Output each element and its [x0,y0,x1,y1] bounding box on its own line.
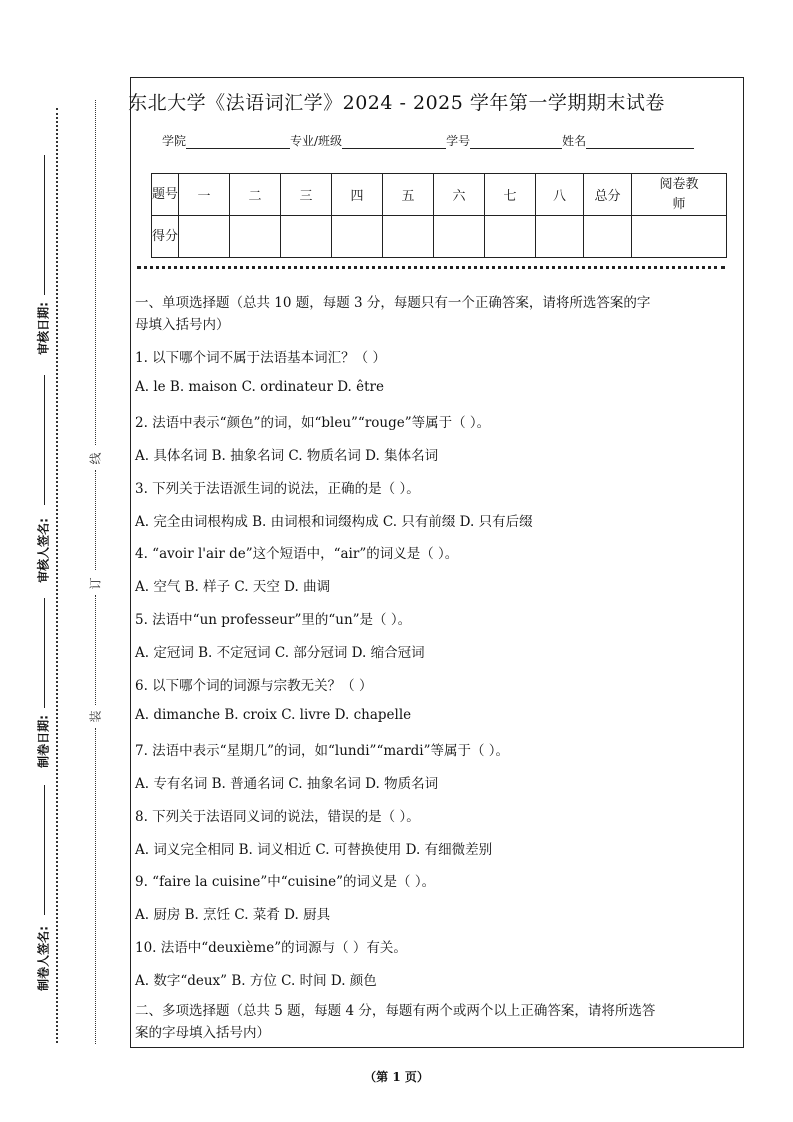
signature-line-maker [44,785,45,915]
options-8: A. 词义完全相同 B. 词义相近 C. 可替换使用 D. 有细微差别 [135,842,493,858]
section2-heading-line2: 案的字母填入括号内） [135,1025,270,1041]
section2-heading-line1: 二、多项选择题（总共 5 题，每题 4 分，每题有两个或两个以上正确答案，请将所选答 [135,1003,656,1019]
score-table-header-row [152,174,727,216]
name-blank[interactable] [586,134,694,149]
binding-dotted-seg-2 [95,470,96,570]
options-4: A. 空气 B. 样子 C. 天空 D. 曲调 [135,579,331,595]
col-3: 三 [281,174,332,216]
score-cell-5[interactable] [383,216,434,258]
reviewer-sign-label: 审核人签名: [36,518,51,583]
maker-date-label: 制卷日期: [36,715,51,768]
maker-sign-label: 制卷人签名: [36,926,51,991]
student-id-label: 学号 [446,134,471,148]
question-5: 5. 法语中“un professeur”里的“un”是（ ）。 [135,612,412,628]
score-cell-total[interactable] [584,216,632,258]
question-3: 3. 下列关于法语派生词的说法，正确的是（ ）。 [135,481,420,497]
score-cell-4[interactable] [332,216,383,258]
major-blank[interactable] [342,134,446,149]
question-number-label: 题号 [152,174,179,216]
signature-line-reviewer [44,375,45,505]
col-total: 总分 [584,174,632,216]
question-4: 4. “avoir l'air de”这个短语中，“air”的词义是（ ）。 [135,546,459,562]
question-6: 6. 以下哪个词的词源与宗教无关？（ ） [135,678,373,694]
score-cell-8[interactable] [536,216,584,258]
question-1: 1. 以下哪个词不属于法语基本词汇？（ ） [135,350,386,366]
question-8: 8. 下列关于法语同义词的说法，错误的是（ ）。 [135,809,420,825]
score-cell-7[interactable] [485,216,536,258]
question-9: 9. “faire la cuisine”中“cuisine”的词义是（ ）。 [135,874,436,890]
score-cell-2[interactable] [230,216,281,258]
options-6: A. dimanche B. croix C. livre D. chapelle [135,707,412,723]
score-cell-6[interactable] [434,216,485,258]
question-2: 2. 法语中表示“颜色”的词，如“bleu”“rouge”等属于（ ）。 [135,415,491,431]
student-info-row [162,132,694,149]
section1-heading [135,292,741,336]
binding-dotted-seg-3 [95,595,96,705]
col-2: 二 [230,174,281,216]
col-1: 一 [179,174,230,216]
score-cell-grader[interactable] [632,216,727,258]
score-cell-3[interactable] [281,216,332,258]
col-6: 六 [434,174,485,216]
score-cell-1[interactable] [179,216,230,258]
signature-line-review-date [44,155,45,295]
college-label: 学院 [162,134,187,148]
exam-title: 东北大学《法语词汇学》2024 - 2025 学年第一学期期末试卷 [128,92,665,114]
page-number: （第 1 页） [364,1070,429,1084]
line-char: 线 [88,452,103,465]
col-8: 八 [536,174,584,216]
separator-dotted-line [137,266,725,269]
score-label: 得分 [152,216,179,258]
signature-line-maker-date [44,598,45,708]
options-1: A. le B. maison C. ordinateur D. être [135,379,384,395]
options-7: A. 专有名词 B. 普通名词 C. 抽象名词 D. 物质名词 [135,776,439,792]
question-7: 7. 法语中表示“星期几”的词，如“lundi”“mardi”等属于（ ）。 [135,743,510,759]
grader-label: 阅卷教师 [659,176,699,212]
score-table [151,173,727,258]
fold-char: 装 [88,710,103,723]
col-4: 四 [332,174,383,216]
binding-dotted-line-outer [56,108,58,1043]
question-10: 10. 法语中“deuxième”的词源与（ ）有关。 [135,940,407,956]
section1-heading-line1: 一、单项选择题（总共 10 题，每题 3 分，每题只有一个正确答案，请将所选答案的字 [135,295,651,311]
options-10: A. 数字“deux” B. 方位 C. 时间 D. 颜色 [135,973,377,989]
section2-heading [135,1000,741,1044]
col-5: 五 [383,174,434,216]
col-7: 七 [485,174,536,216]
options-3: A. 完全由词根构成 B. 由词根和词缀构成 C. 只有前缀 D. 只有后缀 [135,514,533,530]
options-5: A. 定冠词 B. 不定冠词 C. 部分冠词 D. 缩合冠词 [135,645,425,661]
name-label: 姓名 [562,134,587,148]
col-grader [632,174,727,216]
score-table-score-row [152,216,727,258]
options-2: A. 具体名词 B. 抽象名词 C. 物质名词 D. 集体名词 [135,448,439,464]
section1-heading-line2: 母填入括号内） [135,317,230,333]
binding-dotted-seg-1 [95,100,96,445]
review-date-label: 审核日期: [36,302,51,355]
bind-char: 订 [88,577,103,590]
binding-dotted-seg-4 [95,728,96,1044]
major-label: 专业/班级 [290,134,343,148]
student-id-blank[interactable] [470,134,562,149]
college-blank[interactable] [186,134,290,149]
options-9: A. 厨房 B. 烹饪 C. 菜肴 D. 厨具 [135,907,331,923]
